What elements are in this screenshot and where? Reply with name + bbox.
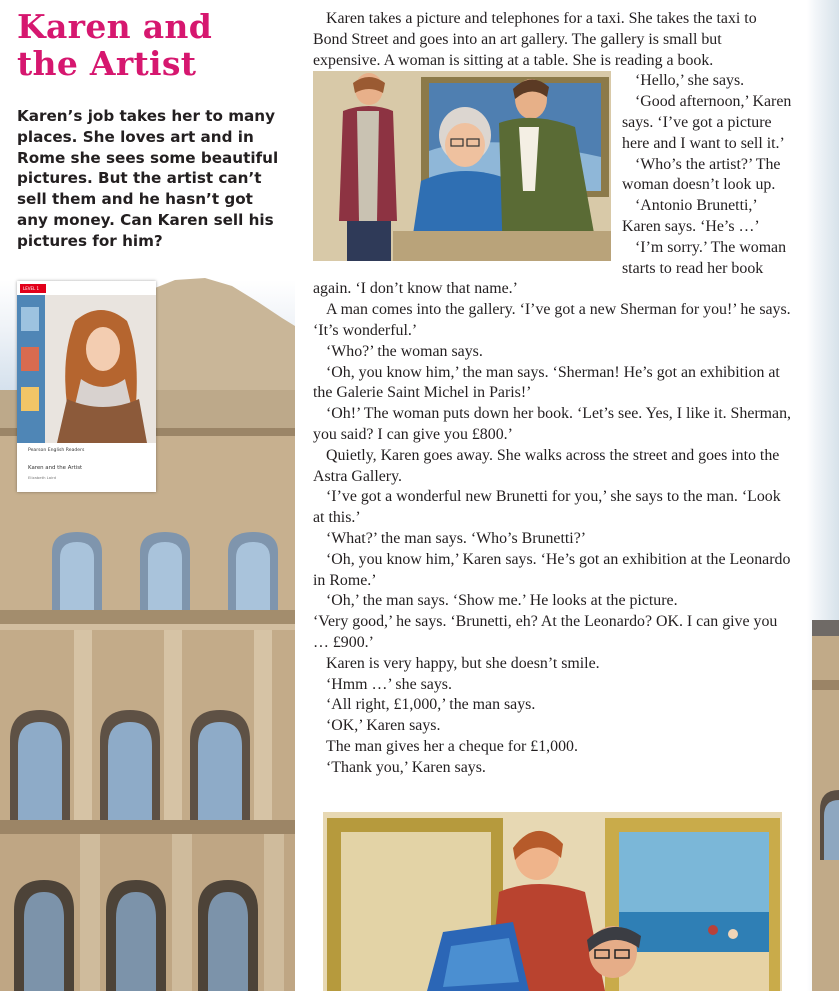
story-paragraph: ‘Oh,’ the man says. ‘Show me.’ He looks at the picture.	[326, 592, 678, 610]
art-dealer-illustration	[323, 812, 782, 991]
story-blurb: Karen’s job takes her to many places. She loves art and in Rome she sees some beautiful pictures. But the artist can’t sell them and he hasn’t got any money. Can Karen sell his pictures for him?	[17, 107, 279, 250]
book-cover-photo	[17, 295, 156, 443]
story-paragraph: ‘Hello,’ she says.	[635, 72, 745, 90]
story-paragraph: ‘Antonio Brunetti,’ Karen says. ‘He’s …’	[622, 197, 760, 235]
story-paragraph: ‘Very good,’ he says. ‘Brunetti, eh? At the Leonardo? OK. I can give you … £900.’	[313, 613, 778, 651]
story-paragraph: Karen is very happy, but she doesn’t smile.	[326, 654, 600, 672]
story-paragraph: ‘All right, £1,000,’ the man says.	[326, 696, 536, 714]
story-paragraph: ‘Oh, you know him,’ Karen says. ‘He’s got an exhibition at the Leonardo in Rome.’	[313, 550, 791, 589]
story-paragraph: ‘I’ve got a wonderful new Brunetti for you,’ she says to the man. ‘Look at this.’	[313, 488, 781, 527]
story-paragraph: ‘Hmm …’ she says.	[326, 675, 452, 693]
story-paragraph: ‘Oh!’ The woman puts down her book. ‘Let’s see. Yes, I like it. Sherman, you said? I can give you £800.’	[313, 405, 792, 443]
story-paragraph: Quietly, Karen goes away. She walks across the street and goes into the Astra Gallery.	[313, 446, 780, 485]
title-line-1: Karen and	[17, 7, 213, 46]
story-paragraph: ‘Good afternoon,’ Karen says. ‘I’ve got a picture here and I want to sell it.’	[622, 93, 792, 152]
gallery-illustration	[313, 71, 611, 261]
story-paragraph: ‘I’m sorry.’ The woman starts to read her book again. ‘I don’t know that name.’	[313, 238, 787, 298]
story-text	[313, 9, 793, 778]
book-title: Karen and the Artist	[28, 465, 83, 471]
book-series-name: Pearson English Readers	[28, 448, 85, 453]
book-level-badge: LEVEL 1	[20, 284, 46, 293]
story-paragraph: ‘Oh, you know him,’ the man says. ‘Sherman! He’s got an exhibition at the Galerie Saint Michel in Paris!’	[313, 363, 780, 402]
book-cover	[17, 281, 156, 492]
story-paragraph: ‘Who?’ the woman says.	[326, 342, 483, 360]
story-paragraph: ‘OK,’ Karen says.	[326, 717, 441, 735]
story-paragraph: Karen takes a picture and telephones for a taxi. She takes the taxi to Bond Street and goes into an art gallery. The gallery is small but expensive. A woman is sitting at a table. She is reading a book.	[313, 10, 757, 69]
story-paragraph: ‘What?’ the man says. ‘Who’s Brunetti?’	[326, 529, 587, 547]
title-line-2: the Artist	[17, 44, 197, 83]
story-paragraph: ‘Thank you,’ Karen says.	[326, 758, 486, 776]
page-title	[17, 8, 212, 82]
book-author: Elizabeth Laird	[28, 475, 57, 480]
colosseum-edge-strip	[812, 620, 839, 991]
story-paragraph: The man gives her a cheque for £1,000.	[326, 737, 578, 755]
left-column	[0, 0, 295, 991]
story-paragraph: A man comes into the gallery. ‘I’ve got a new Sherman for you!’ he says. ‘It’s wonderful.’	[313, 301, 791, 339]
story-paragraph: ‘Who’s the artist?’ The woman doesn’t look up.	[622, 155, 781, 194]
